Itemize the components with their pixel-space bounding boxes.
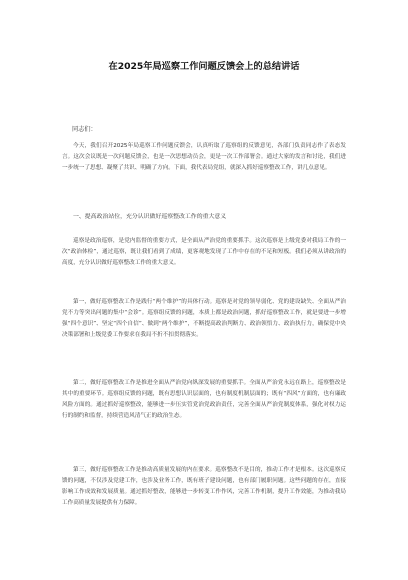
greeting: 同志们： (72, 126, 97, 133)
paragraph-1: 巡察是政治巡察，是党内监督的重要方式，是全面从严治党的重要抓手。这次巡察是上级党委对我局工作的一次“政治体检”，通过巡察，既让我们看到了成绩，更客观地发现了工作中存在的不足和短板。我们必须从讲政治的高度，充分认识做好巡察整改工作的重大意义。 (62, 238, 346, 266)
document-title: 在2025年局巡察工作问题反馈会上的总结讲话 (108, 61, 300, 72)
paragraph-2: 第一，做好巡察整改工作是践行“两个维护”的具体行动。巡察是对党的领导弱化、党的建设缺失、全面从严治党不力等突出问题的集中“会诊”。巡察组反馈的问题，本质上都是政治问题，抓好巡察整改工作，就是要进一步增强“四个意识”、坚定“四个自信”、做到“两个维护”，不断提高政治判断力、政治领悟力、政治执行力，确保党中央决策部署和上级党委工作要求在我局不折不扣贯彻落实。 (62, 299, 346, 338)
paragraph-4: 第三，做好巡察整改工作是推动高质量发展的内在要求。巡察整改不是目的，推动工作才是根本。这次巡察反馈的问题，不仅涉及党建工作，也涉及业务工作，既有班子建设问题，也有部门履职问题。这些问题的存在，直接影响工作成效和发展质量。通过抓好整改，能够进一步转变工作作风，完善工作机制，提升工作效能，为推动我局工作高质量发展提供有力保障。 (62, 467, 346, 506)
section-heading: 一、提高政治站位，充分认识做好巡察整改工作的重大意义 (73, 214, 227, 220)
intro-paragraph: 今天，我们召开2025年局巡察工作问题反馈会，认真听取了巡察组的反馈意见，各部门负责同志作了表态发言。这次会议既是一次问题反馈会，也是一次思想动员会，更是一次工作部署会。通过大家的发言和讨论，我们进一步统一了思想、凝聚了共识、明确了方向。下面，我代表局党组，就深入抓好巡察整改工作，讲几点意见。 (62, 143, 346, 171)
paragraph-3: 第二，做好巡察整改工作是推进全面从严治党向纵深发展的重要抓手。全面从严治党永远在路上，巡察整改是其中的重要环节。巡察组反馈的问题，既有思想认识层面的，也有制度机制层面的；既有“四风”方面的，也有廉政风险方面的。通过抓好巡察整改，能够进一步压实管党治党政治责任，完善全面从严治党制度体系，强化对权力运行的制约和监督，持续营造风清气正的政治生态。 (62, 380, 346, 419)
